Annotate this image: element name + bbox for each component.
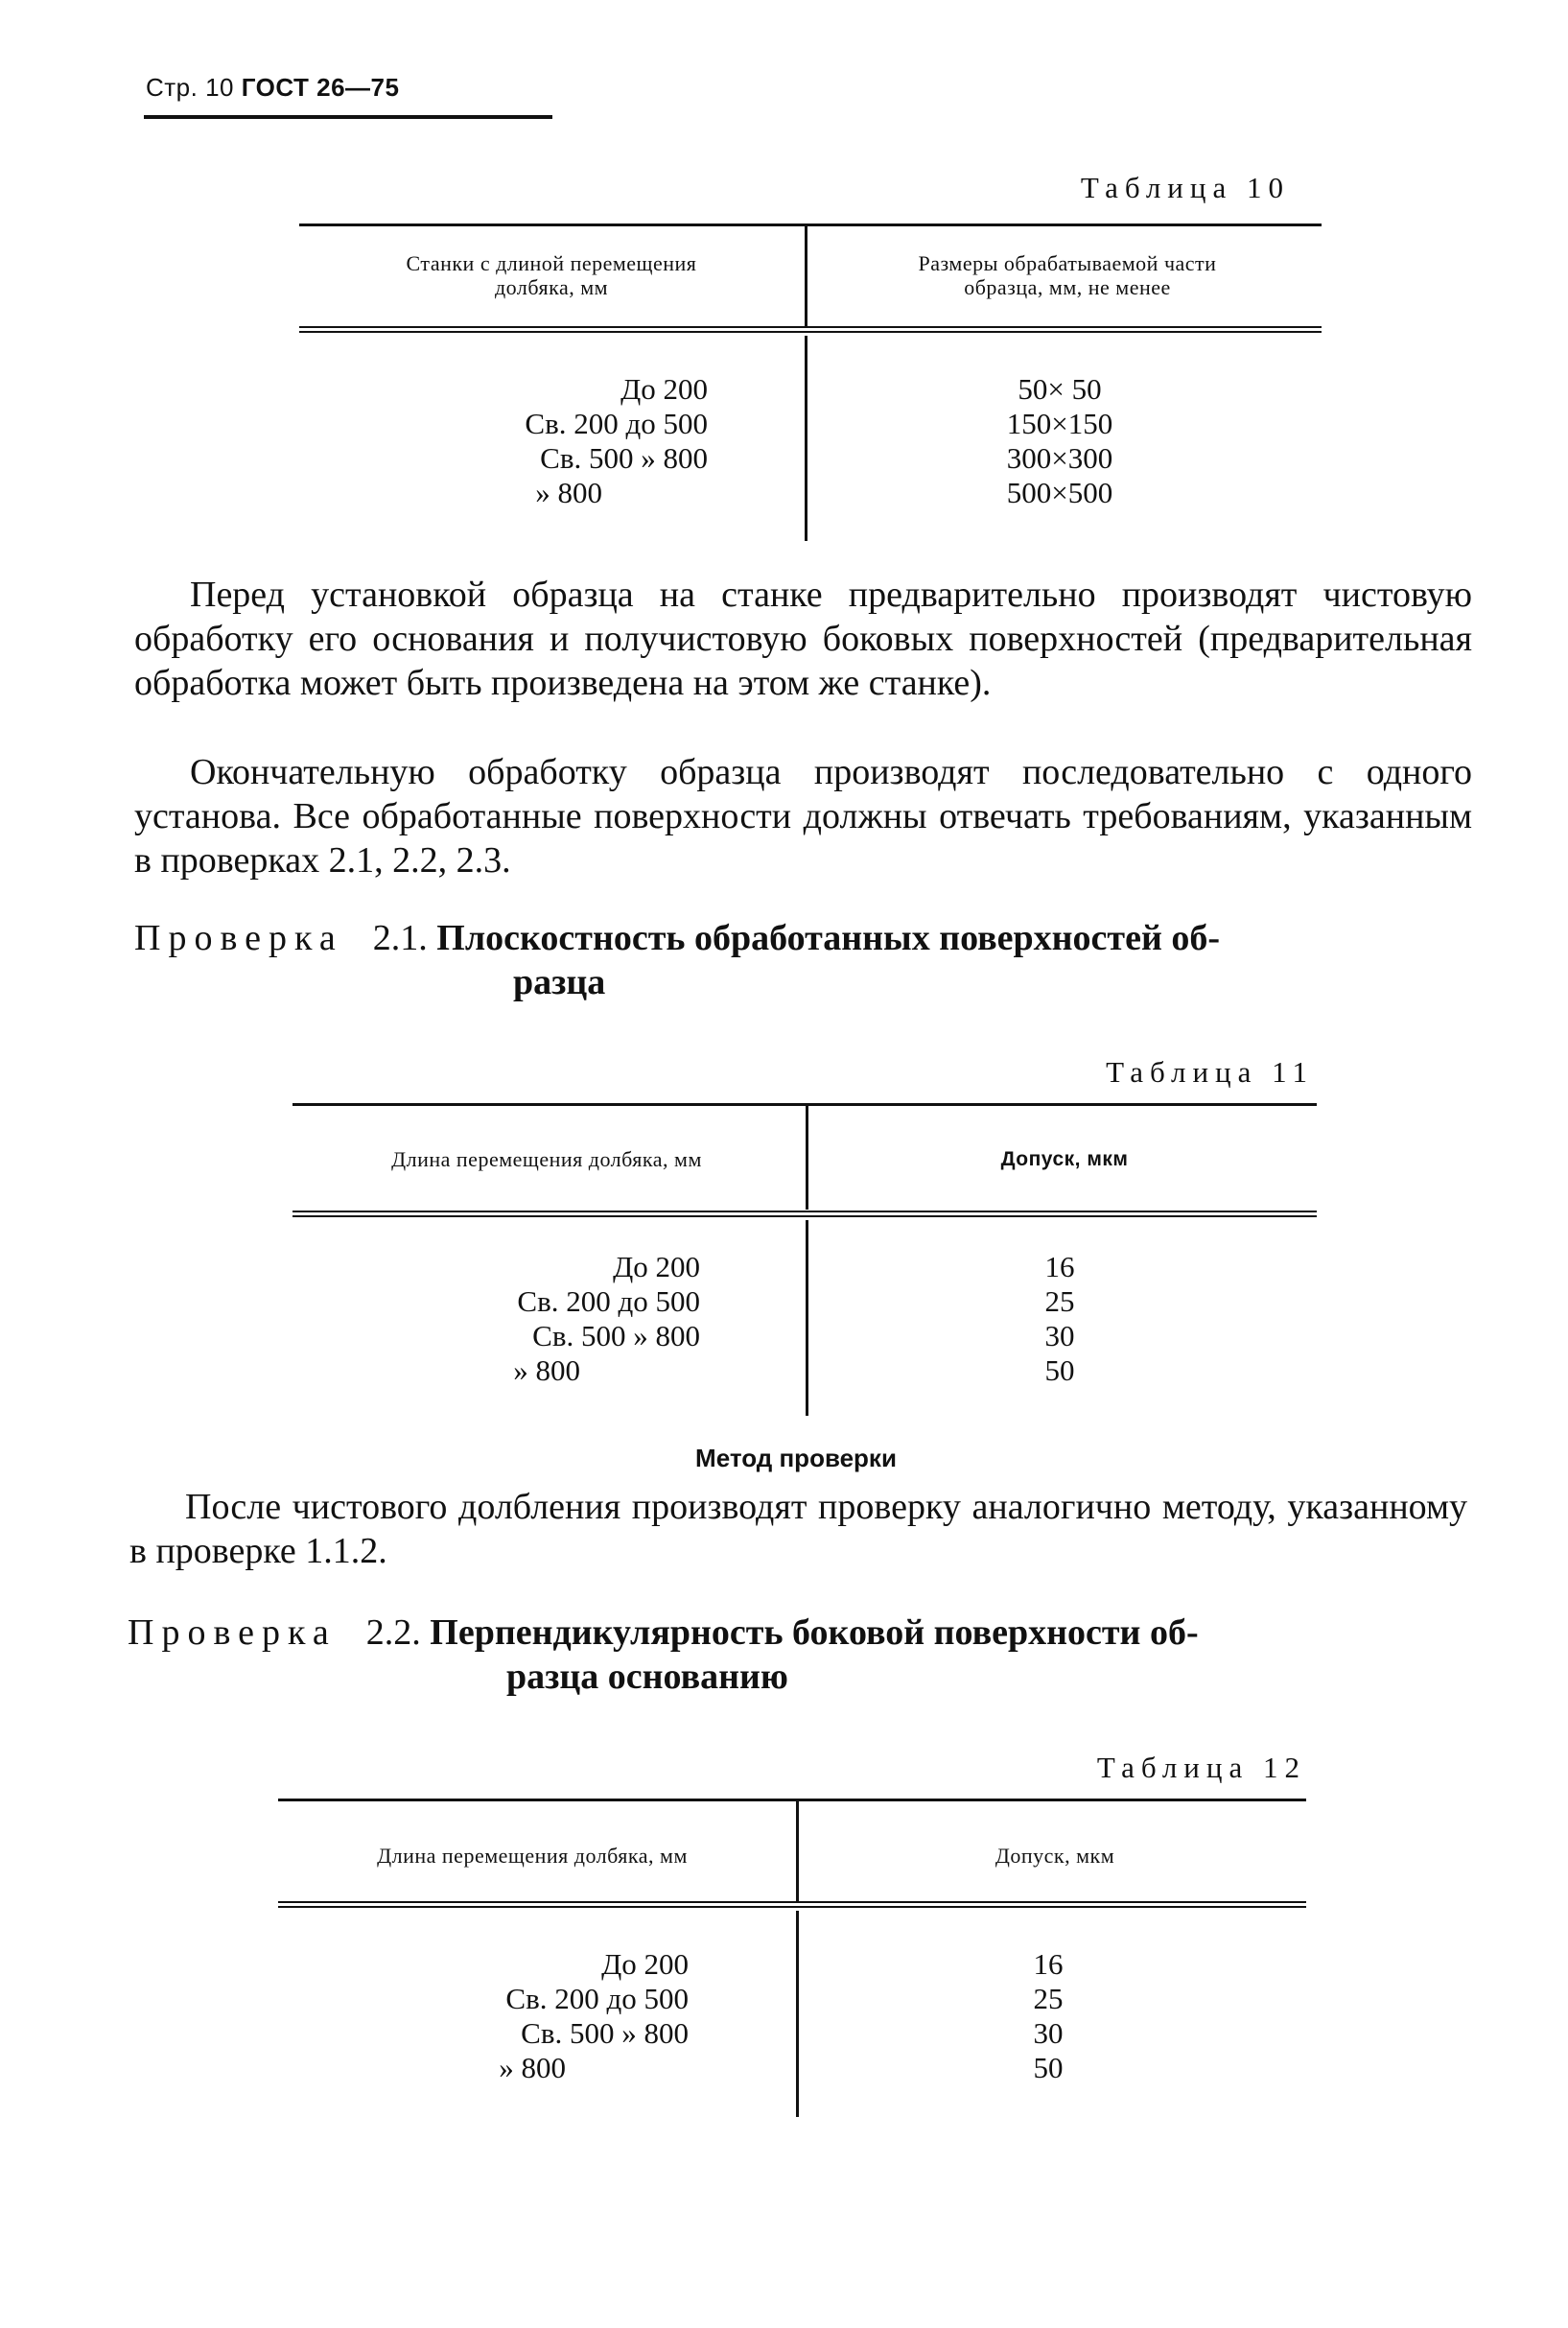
table11-body-divider (806, 1220, 808, 1416)
table11-header-divider (806, 1106, 808, 1210)
table10-col2 (959, 372, 1160, 510)
table10-top-rule (299, 223, 1322, 226)
table11-top-rule (293, 1103, 1317, 1106)
table11-col1 (403, 1250, 700, 1388)
table12-top-rule (278, 1799, 1306, 1801)
table-cell: 50× 50 (1018, 372, 1102, 406)
table-cell: 500×500 (1006, 476, 1113, 509)
table12-col1 (384, 1947, 689, 2085)
method-heading: Метод проверки (695, 1444, 897, 1472)
table10-col1 (403, 372, 708, 510)
check-2-1-heading: Проверка 2.1. Плоскостность обработанных поверхностей об- разца (134, 918, 1221, 1002)
table-cell: До 200 (601, 1947, 689, 1981)
table-cell: Св. 200 до 500 (517, 1284, 700, 1318)
paragraph-2: Окончательную обработку образца производят последовательно с одного установа. Все обработанные поверхности должны отвечать требованиям, указанным в проверках 2.1, 2.2, 2.3. (134, 752, 1472, 881)
table-cell: Св. 500 » 800 (521, 2016, 689, 2050)
table-cell: » 800 (535, 476, 602, 509)
table-cell: 30 (1044, 1319, 1075, 1352)
table12-header-divider (796, 1801, 799, 1902)
table-cell: Св. 500 » 800 (540, 441, 708, 475)
table-cell: » 800 (499, 2051, 566, 2084)
table-cell: 25 (1033, 1982, 1064, 2015)
table11-header-double-rule (293, 1211, 1317, 1217)
table12-header-double-rule (278, 1901, 1306, 1908)
table10-header-divider (805, 226, 807, 326)
table-cell: » 800 (513, 1353, 580, 1387)
table-cell: 50 (1044, 1353, 1075, 1387)
table10-col2-header: Размеры обрабатываемой части образца, мм, не менее (918, 251, 1217, 299)
table12-body-divider (796, 1911, 799, 2117)
table12-col2 (995, 1947, 1101, 2085)
table-cell: До 200 (613, 1250, 700, 1283)
table11-col2 (1007, 1250, 1112, 1388)
page-header (146, 73, 399, 103)
table-cell: Св. 200 до 500 (525, 407, 708, 440)
page-number: Стр. 10 (146, 73, 235, 102)
table12-caption: Таблица 12 (1096, 1751, 1306, 1784)
table10-header-double-rule (299, 326, 1322, 333)
table-cell: До 200 (620, 372, 708, 406)
check-2-2-heading: Проверка 2.2. Перпендикулярность боковой поверхности об- разца основанию (128, 1612, 1199, 1697)
method-text: После чистового долбления производят проверку аналогично методу, указанному в проверке 1.1.2. (129, 1487, 1467, 1571)
table-cell: 30 (1033, 2016, 1064, 2050)
table10-body-divider (805, 336, 807, 541)
table-cell: 16 (1033, 1947, 1064, 1981)
table-cell: 150×150 (1006, 407, 1113, 440)
table-cell: 300×300 (1006, 441, 1113, 475)
table11-caption: Таблица 11 (1106, 1055, 1314, 1089)
table12-col2-header: Допуск, мкм (995, 1844, 1115, 1868)
table10-caption: Таблица 10 (1080, 171, 1290, 204)
table11-col1-header: Длина перемещения долбяка, мм (391, 1147, 702, 1171)
standard-number: ГОСТ 26—75 (241, 73, 400, 102)
header-rule (144, 115, 552, 119)
table10-col1-header: Станки с длиной перемещения долбяка, мм (406, 251, 697, 299)
paragraph-1: Перед установкой образца на станке предварительно производят чистовую обработку его основания и получистовую боковых поверхностей (предварительная обработка может быть произведена на этом же станке). (134, 575, 1472, 703)
table-cell: 50 (1033, 2051, 1064, 2084)
table-cell: 16 (1044, 1250, 1075, 1283)
table12-col1-header: Длина перемещения долбяка, мм (377, 1844, 688, 1868)
table-cell: Св. 500 » 800 (532, 1319, 700, 1352)
table-cell: 25 (1044, 1284, 1075, 1318)
table-cell: Св. 200 до 500 (505, 1982, 689, 2015)
table11-col2-header: Допуск, мкм (1000, 1148, 1129, 1170)
